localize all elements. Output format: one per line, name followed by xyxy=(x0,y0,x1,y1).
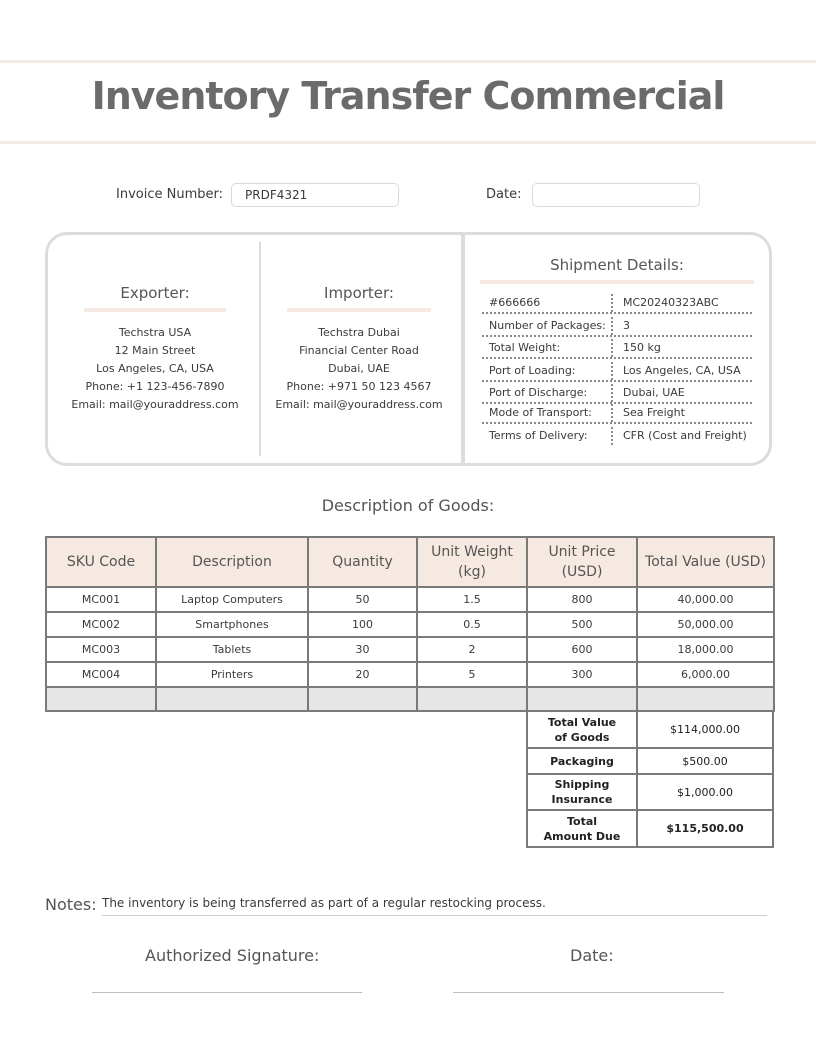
shipment-row xyxy=(482,425,752,447)
totals-row xyxy=(527,711,773,748)
invoice-number-label: Invoice Number: xyxy=(116,187,223,202)
importer-street: Financial Center Road xyxy=(299,344,419,357)
shipping-insurance-value: $1,000.00 xyxy=(637,774,773,810)
shipment-separator xyxy=(611,317,613,335)
cell-total-value xyxy=(637,687,774,711)
shipment-value: 3 xyxy=(623,319,630,332)
header-sku: SKU Code xyxy=(46,537,156,587)
cell-quantity: 20 xyxy=(308,662,417,687)
cell-description: Laptop Computers xyxy=(156,587,308,612)
goods-heading: Description of Goods: xyxy=(321,496,495,515)
shipment-rule xyxy=(480,280,754,284)
shipment-row xyxy=(482,382,752,404)
shipment-separator xyxy=(611,339,613,357)
exporter-phone: Phone: +1 123-456-7890 xyxy=(85,380,225,393)
cell-quantity: 100 xyxy=(308,612,417,637)
notes-text[interactable]: The inventory is being transferred as part of a regular restocking process. xyxy=(102,896,546,910)
shipment-value: CFR (Cost and Freight) xyxy=(623,429,747,442)
totals-table xyxy=(526,710,774,848)
shipment-key: Total Weight: xyxy=(489,341,561,354)
document-title: Inventory Transfer Commercial xyxy=(91,74,725,118)
total-due-value: $115,500.00 xyxy=(637,810,773,847)
cell-quantity xyxy=(308,687,417,711)
cell-sku xyxy=(46,687,156,711)
cell-sku: MC001 xyxy=(46,587,156,612)
header-total-value: Total Value (USD) xyxy=(637,537,774,587)
table-row xyxy=(46,587,774,612)
totals-row xyxy=(527,748,773,774)
cell-description: Printers xyxy=(156,662,308,687)
shipment-key: Port of Loading: xyxy=(489,364,576,377)
importer-email: Email: mail@youraddress.com xyxy=(275,398,443,411)
packaging-value: $500.00 xyxy=(637,748,773,774)
importer-rule xyxy=(287,308,431,312)
notes-underline xyxy=(102,915,767,916)
cell-unit-weight xyxy=(417,687,527,711)
totals-row xyxy=(527,774,773,810)
shipment-row xyxy=(482,292,752,314)
cell-quantity: 30 xyxy=(308,637,417,662)
goods-header-row xyxy=(46,537,774,587)
cell-sku: MC004 xyxy=(46,662,156,687)
cell-unit-weight: 0.5 xyxy=(417,612,527,637)
cell-unit-price: 800 xyxy=(527,587,637,612)
table-row xyxy=(46,662,774,687)
shipment-separator xyxy=(611,294,613,312)
shipment-row xyxy=(482,315,752,337)
signature-date-line[interactable] xyxy=(453,992,724,993)
header-unit-price: Unit Price (USD) xyxy=(527,537,637,587)
shipment-separator xyxy=(611,362,613,380)
signature-line[interactable] xyxy=(92,992,362,993)
shipment-key: #666666 xyxy=(489,296,541,309)
shipment-heading: Shipment Details: xyxy=(550,256,684,274)
importer-phone: Phone: +971 50 123 4567 xyxy=(286,380,432,393)
table-row xyxy=(46,637,774,662)
table-row-empty xyxy=(46,687,774,711)
goods-table xyxy=(45,536,775,712)
exporter-email: Email: mail@youraddress.com xyxy=(71,398,239,411)
importer-name: Techstra Dubai xyxy=(318,326,400,339)
cell-sku: MC003 xyxy=(46,637,156,662)
totals-row xyxy=(527,810,773,847)
shipment-value: Sea Freight xyxy=(623,406,685,419)
shipment-key: Terms of Delivery: xyxy=(489,429,588,442)
exporter-rule xyxy=(84,308,226,312)
header-description: Description xyxy=(156,537,308,587)
cell-description: Tablets xyxy=(156,637,308,662)
cell-unit-weight: 2 xyxy=(417,637,527,662)
cell-total-value: 18,000.00 xyxy=(637,637,774,662)
shipment-value: MC20240323ABC xyxy=(623,296,719,309)
shipment-separator xyxy=(611,384,613,402)
importer-heading: Importer: xyxy=(324,284,394,302)
cell-description xyxy=(156,687,308,711)
header-unit-weight: Unit Weight (kg) xyxy=(417,537,527,587)
signature-label: Authorized Signature: xyxy=(145,946,320,965)
shipment-separator xyxy=(611,427,613,445)
cell-unit-weight: 1.5 xyxy=(417,587,527,612)
importer-city: Dubai, UAE xyxy=(328,362,390,375)
total-due-label: Total Amount Due xyxy=(527,810,637,847)
parties-divider xyxy=(259,242,261,456)
cell-total-value: 40,000.00 xyxy=(637,587,774,612)
total-goods-label: Total Value of Goods xyxy=(527,711,637,748)
cell-quantity: 50 xyxy=(308,587,417,612)
notes-label: Notes: xyxy=(45,895,97,914)
shipment-key: Port of Discharge: xyxy=(489,386,588,399)
shipment-value: 150 kg xyxy=(623,341,661,354)
shipment-separator xyxy=(611,404,613,422)
shipment-row xyxy=(482,337,752,359)
invoice-date-field[interactable] xyxy=(532,183,700,207)
exporter-street: 12 Main Street xyxy=(114,344,196,357)
table-row xyxy=(46,612,774,637)
exporter-name: Techstra USA xyxy=(118,326,192,339)
shipment-key: Number of Packages: xyxy=(489,319,606,332)
invoice-date-label: Date: xyxy=(486,187,522,202)
cell-unit-price: 300 xyxy=(527,662,637,687)
importer-address xyxy=(274,324,444,414)
shipment-row xyxy=(482,360,752,382)
cell-unit-price: 500 xyxy=(527,612,637,637)
exporter-city: Los Angeles, CA, USA xyxy=(96,362,214,375)
cell-description: Smartphones xyxy=(156,612,308,637)
shipment-key: Mode of Transport: xyxy=(489,406,592,419)
total-goods-value: $114,000.00 xyxy=(637,711,773,748)
cell-unit-price: 600 xyxy=(527,637,637,662)
cell-total-value: 50,000.00 xyxy=(637,612,774,637)
cell-sku: MC002 xyxy=(46,612,156,637)
signature-date-label: Date: xyxy=(570,946,614,965)
exporter-heading: Exporter: xyxy=(120,284,190,302)
shipment-row xyxy=(482,402,752,424)
cell-unit-price xyxy=(527,687,637,711)
exporter-address xyxy=(70,324,240,414)
packaging-label: Packaging xyxy=(527,748,637,774)
shipment-value: Dubai, UAE xyxy=(623,386,685,399)
shipment-value: Los Angeles, CA, USA xyxy=(623,364,741,377)
invoice-number-field[interactable]: PRDF4321 xyxy=(231,183,399,207)
cell-unit-weight: 5 xyxy=(417,662,527,687)
cell-total-value: 6,000.00 xyxy=(637,662,774,687)
shipment-divider xyxy=(461,234,465,464)
header-quantity: Quantity xyxy=(308,537,417,587)
shipping-insurance-label: Shipping Insurance xyxy=(527,774,637,810)
